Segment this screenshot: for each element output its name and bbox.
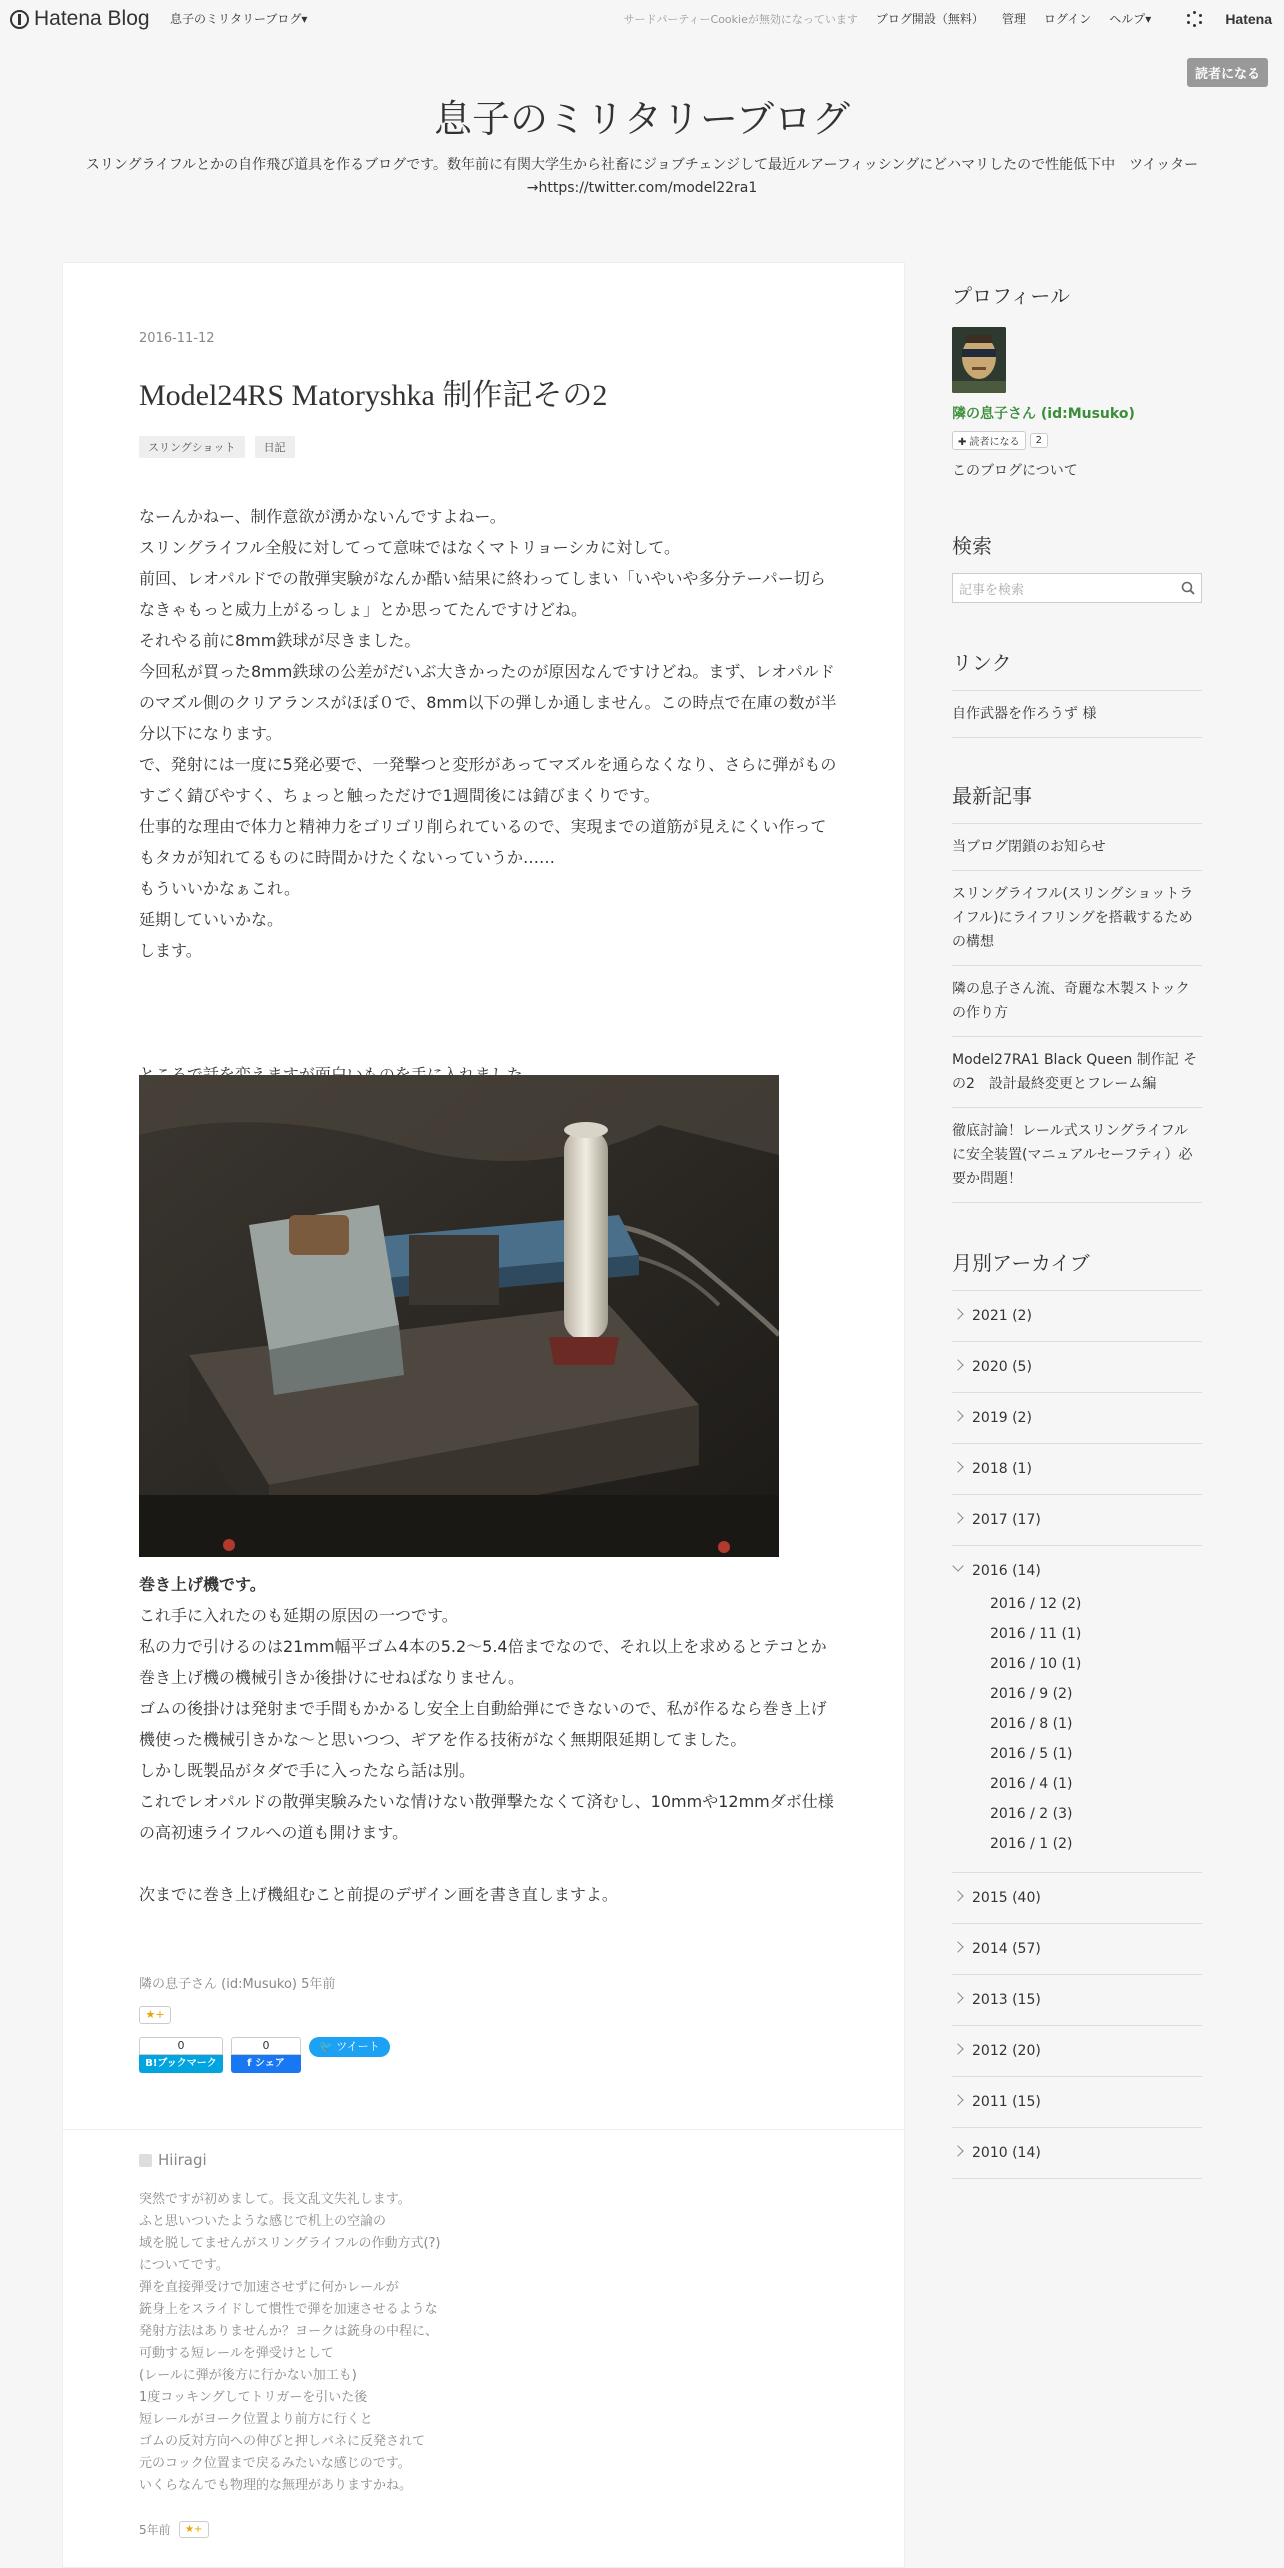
archive-year-label: 2012 (20) <box>972 2043 1041 2059</box>
facebook-share-button[interactable] <box>231 2037 301 2073</box>
comment-username: Hiiragi <box>158 2151 207 2169</box>
archive-year-label: 2011 (15) <box>972 2094 1041 2110</box>
paragraph: もういいかなぁこれ。 <box>139 879 300 898</box>
comment-time[interactable]: 5年前 <box>139 2523 171 2537</box>
archive-month[interactable]: 2016 / 8 (1) <box>990 1716 1073 1732</box>
archive-year[interactable] <box>952 1341 1202 1392</box>
comment-user[interactable] <box>139 2151 839 2169</box>
archive-month[interactable]: 2016 / 12 (2) <box>990 1596 1082 1612</box>
paragraph: それやる前に8mm鉄球が尽きました。 <box>139 631 421 650</box>
recent-entry[interactable]: スリングライフル(スリングショットライフル)にライフリングを搭載するための構想 <box>952 870 1202 965</box>
chevron-right-icon <box>952 2043 963 2054</box>
winch-photo[interactable] <box>139 1075 779 1557</box>
chevron-right-icon <box>952 1461 963 1472</box>
paragraph: 仕事的な理由で体力と精神力をゴリゴリ削られているので、実現までの道筋が見えにくい作ってもタカが知れてるものに時間かけたくないっていうか…… <box>139 817 827 867</box>
comment-footer <box>139 2521 209 2538</box>
search-placeholder: 記事を検索 <box>959 582 1025 598</box>
entry-title[interactable]: Model24RS Matoryshka 制作記その2 <box>139 379 608 412</box>
winch-photo-image <box>139 1075 779 1557</box>
comment-line: 1度コッキングしてトリガーを引いた後 <box>139 2390 368 2405</box>
paragraph: これ手に入れたのも延期の原因の一つです。 <box>139 1606 458 1625</box>
share-label: f シェア <box>231 2055 301 2073</box>
archive-year-label: 2015 (40) <box>972 1890 1041 1906</box>
archive-list <box>952 1290 1202 2179</box>
paragraph: で、発射には一度に5発必要で、一発撃つと変形があってマズルを通らなくなり、さらに弾がものすごく錆びやすく、ちょっと触っただけで1週間後には錆びまくりです。 <box>139 755 837 805</box>
chevron-right-icon <box>952 1890 963 1901</box>
archive-title: 月別アーカイブ <box>952 1251 1090 1275</box>
paragraph: なーんかねー、制作意欲が湧かないんですよねー。 <box>139 507 506 526</box>
comment-line: いくらなんでも物理的な無理がありますかね。 <box>139 2478 413 2493</box>
recent-module <box>952 780 1202 1203</box>
chevron-right-icon <box>952 1941 963 1952</box>
archive-month[interactable]: 2016 / 9 (2) <box>990 1686 1073 1702</box>
paragraph: 延期していいかな。 <box>139 910 284 929</box>
search-module <box>952 530 1202 603</box>
recent-entry[interactable]: 徹底討論！レール式スリングライフルに安全装置(マニュアルセーフティ）必要か問題！ <box>952 1107 1202 1203</box>
paragraph: します。 <box>139 941 202 960</box>
comment-line: (レールに弾が後方に行かない加工も) <box>139 2368 357 2383</box>
login-link[interactable]: ログイン <box>1043 12 1092 26</box>
blog-title[interactable]: 息子のミリタリーブログ <box>433 97 851 141</box>
archive-module <box>952 1247 1202 2179</box>
main-column <box>62 262 905 2568</box>
chevron-right-icon <box>952 1308 963 1319</box>
blog-description: スリングライフルとかの自作飛び道具を作るブログです。数年前に有関大学生から社畜にジョブチェンジして最近ルアーフィッシングにどハマリしたので性能低下中 ツイッター→https://twitter.com/model22ra1 <box>85 157 1199 196</box>
tweet-label: ツイート <box>336 2040 380 2053</box>
archive-month[interactable]: 2016 / 5 (1) <box>990 1746 1073 1762</box>
photo-caption: 巻き上げ機です。 <box>139 1575 266 1594</box>
entry-body-continued <box>139 1569 839 1910</box>
archive-month[interactable]: 2016 / 10 (1) <box>990 1656 1082 1672</box>
entry-date[interactable]: 2016-11-12 <box>139 331 215 346</box>
entry-body <box>139 501 839 1090</box>
comment-body <box>139 2189 839 2497</box>
archive-year[interactable] <box>952 2025 1202 2076</box>
search-title: 検索 <box>952 534 992 558</box>
archive-month[interactable]: 2016 / 1 (2) <box>990 1836 1073 1852</box>
comment-star-button[interactable]: ★+ <box>179 2521 209 2538</box>
comment-divider <box>63 2129 906 2130</box>
sidebar <box>952 280 1202 2179</box>
comment-line: 可動する短レールを弾受けとして <box>139 2346 334 2361</box>
follow-button[interactable]: ✚ 読者になる <box>952 431 1026 450</box>
chevron-right-icon <box>952 2145 963 2156</box>
recent-title: 最新記事 <box>952 784 1032 808</box>
hatena-link[interactable] <box>1169 11 1272 27</box>
twitter-bird-icon: 🐦 <box>319 2040 333 2053</box>
subscribe-button[interactable]: 読者になる <box>1187 58 1268 87</box>
hatena-label: Hatena <box>1225 10 1272 27</box>
logo-text: Hatena Blog <box>34 7 150 30</box>
archive-year[interactable] <box>952 1974 1202 2025</box>
recent-list <box>952 823 1202 1203</box>
profile-avatar[interactable] <box>952 327 1006 393</box>
open-blog-link[interactable]: ブログ開設（無料） <box>875 12 984 26</box>
comment-line: 突然ですが初めまして。長文乱文失礼します。 <box>139 2192 411 2207</box>
recent-entry[interactable]: Model27RA1 Black Queen 制作記 その2 設計最終変更とフレーム編 <box>952 1036 1202 1107</box>
comment-line: 短レールがヨーク位置より前方に行くと <box>139 2412 373 2427</box>
category-tag[interactable]: スリングショット <box>139 436 245 458</box>
archive-month[interactable]: 2016 / 11 (1) <box>990 1626 1082 1642</box>
links-title: リンク <box>952 651 1012 675</box>
links-module <box>952 647 1202 738</box>
archive-month[interactable]: 2016 / 2 (3) <box>990 1806 1073 1822</box>
share-count: 0 <box>231 2037 301 2055</box>
paragraph: これでレオパルドの散弾実験みたいな情けない散弾撃たなくて済むし、10mmや12mmダボ仕様の高初速ライフルへの道も開けます。 <box>139 1792 834 1842</box>
comment-line: 銃身上をスライドして慣性で弾を加速させるような <box>139 2302 438 2317</box>
paragraph: 私の力で引けるのは21mm幅平ゴム4本の5.2〜5.4倍までなので、それ以上を求めるとテコとか巻き上げ機の機械引きか後掛けにせねばなりません。 <box>139 1637 827 1687</box>
archive-year-label: 2010 (14) <box>972 2145 1041 2161</box>
archive-year-label: 2021 (2) <box>972 1308 1032 1324</box>
hatena-logo-icon <box>10 10 29 29</box>
paragraph: しかし既製品がタダで手に入ったなら話は別。 <box>139 1761 476 1780</box>
help-menu[interactable]: ヘルプ▾ <box>1109 12 1152 26</box>
archive-year[interactable] <box>952 1923 1202 1974</box>
archive-year-open[interactable] <box>952 1545 1202 1872</box>
add-star-button[interactable]: ★+ <box>139 2006 171 2024</box>
chevron-down-icon <box>952 1560 963 1571</box>
comment-item <box>139 2151 839 2497</box>
links-list <box>952 690 1202 738</box>
comment-line: 発射方法はありませんか？ヨークは銃身の中程に、 <box>139 2324 439 2339</box>
search-input[interactable] <box>952 573 1202 603</box>
entry-categories <box>139 436 829 458</box>
archive-year[interactable] <box>952 1443 1202 1494</box>
hatena-bookmark-button[interactable] <box>139 2037 223 2073</box>
chevron-right-icon <box>952 1410 963 1421</box>
archive-year-label: 2013 (15) <box>972 1992 1041 2008</box>
archive-year-label: 2019 (2) <box>972 1410 1032 1426</box>
recent-entry[interactable]: 隣の息子さん流、奇麗な木製ストックの作り方 <box>952 965 1202 1036</box>
archive-year-label: 2016 (14) <box>972 1563 1041 1579</box>
comment-line: ふと思いついたような感じで机上の空論の <box>139 2214 387 2229</box>
entry-author-line[interactable]: 隣の息子さん (id:Musuko) 5年前 <box>139 1977 336 1992</box>
archive-year[interactable] <box>952 1392 1202 1443</box>
paragraph: スリングライフル全般に対してって意味ではなくマトリョーシカに対して。 <box>139 538 680 557</box>
profile-name[interactable]: 隣の息子さん (id:Musuko) <box>952 406 1135 422</box>
paragraph: 前回、レオパルドでの散弾実験がなんか酷い結果に終わってしまい「いやいや多分テーパー切らなきゃもっと威力上がるっしょ」とか思ってたんですけどね。 <box>139 569 826 619</box>
category-tag[interactable]: 日記 <box>255 436 295 458</box>
tweet-button[interactable] <box>309 2037 390 2057</box>
search-icon[interactable] <box>1181 581 1195 595</box>
admin-link[interactable]: 管理 <box>1001 12 1026 26</box>
archive-month[interactable]: 2016 / 4 (1) <box>990 1776 1073 1792</box>
profile-module <box>952 280 1202 480</box>
user-avatar-icon <box>139 2154 152 2167</box>
global-header <box>0 0 1284 36</box>
hatena-blog-logo[interactable] <box>10 7 150 31</box>
chevron-right-icon <box>952 1992 963 2003</box>
archive-year[interactable] <box>952 2076 1202 2127</box>
follow-row <box>952 431 1202 450</box>
cookie-notice[interactable]: サードパーティーCookieが無効になっています <box>623 12 858 26</box>
comment-line: 域を脱してませんがスリングライフルの作動方式(?) <box>139 2236 441 2251</box>
link-item[interactable]: 自作武器を作ろうず 様 <box>952 690 1202 738</box>
recent-entry[interactable]: 当ブログ閉鎖のお知らせ <box>952 823 1202 870</box>
comment-line: についてです。 <box>139 2258 229 2273</box>
paragraph: ゴムの後掛けは発射まで手間もかかるし安全上自動給弾にできないので、私が作るなら巻き上げ機使った機械引きかな〜と思いつつ、ギアを作る技術がなく無期限延期してました。 <box>139 1699 827 1749</box>
archive-year-label: 2020 (5) <box>972 1359 1032 1375</box>
archive-year[interactable] <box>952 2127 1202 2179</box>
chevron-right-icon <box>952 1512 963 1523</box>
archive-year[interactable] <box>952 1872 1202 1923</box>
comment-line: 弾を直接弾受けで加速させずに何かレールが <box>139 2280 399 2295</box>
bookmark-count: 0 <box>139 2037 223 2055</box>
comment-line: 元のコック位置まで戻るみたいな感じのです。 <box>139 2456 411 2471</box>
archive-year-label: 2018 (1) <box>972 1461 1032 1477</box>
archive-months <box>972 1589 1202 1859</box>
chevron-right-icon <box>952 1359 963 1370</box>
bookmark-label: B!ブックマーク <box>139 2055 223 2073</box>
about-blog-link[interactable]: このブログについて <box>952 463 1078 479</box>
archive-year[interactable] <box>952 1494 1202 1545</box>
chevron-right-icon <box>952 2094 963 2105</box>
archive-year-label: 2017 (17) <box>972 1512 1041 1528</box>
profile-title: プロフィール <box>952 284 1070 308</box>
paragraph: 今回私が買った8mm鉄球の公差がだいぶ大きかったのが原因なんですけどね。まず、レオパルドのマズル側のクリアランスがほぼ０で、8mm以下の弾しか通しません。この時点で在庫の数が半分以下になります。 <box>139 662 837 743</box>
hatena-dots-icon <box>1187 11 1203 27</box>
entry-header <box>139 331 829 458</box>
blog-menu[interactable]: 息子のミリタリーブログ▾ <box>170 12 308 26</box>
archive-year-label: 2014 (57) <box>972 1941 1041 1957</box>
follower-count[interactable]: 2 <box>1030 433 1048 448</box>
paragraph: 次までに巻き上げ機組むこと前提のデザイン画を書き直しますよ。 <box>139 1885 618 1904</box>
archive-year[interactable] <box>952 1290 1202 1341</box>
avatar-image <box>952 327 1006 393</box>
comment-line: ゴムの反対方向への伸びと押しバネに反発されて <box>139 2434 426 2449</box>
